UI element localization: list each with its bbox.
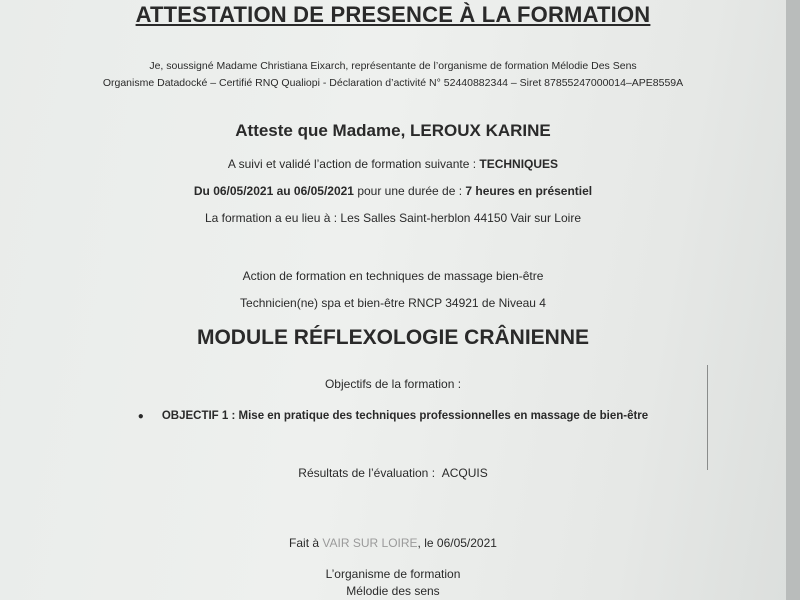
- bullet-icon: ●: [137, 411, 144, 422]
- objective-row: [0, 410, 786, 424]
- paper-fold-shadow: [707, 365, 708, 470]
- location-line: La formation a eu lieu à : Les Salles Saint-herblon 44150 Vair sur Loire: [204, 211, 581, 225]
- intro-line-2: Organisme Datadocké – Certifié RNQ Qualiopi - Déclaration d’activité N° 52440882344 – Siret 87855247000014–APE8559A: [102, 77, 684, 89]
- fait-prefix: Fait à: [289, 536, 323, 550]
- intro-line-1: Je, soussigné Madame Christiana Eixarch, représentante de l’organisme de formation Mélodie Des Sens: [149, 60, 637, 72]
- org-name: Mélodie des sens: [346, 584, 440, 598]
- org-label: L’organisme de formation: [325, 567, 461, 581]
- attestee: Atteste que Madame, LEROUX KARINE: [235, 121, 551, 140]
- signature-place-date: [0, 536, 786, 550]
- action-description: Action de formation en techniques de massage bien-être: [242, 269, 544, 283]
- action-value: TECHNIQUES: [479, 157, 559, 171]
- objective-1: OBJECTIF 1 : Mise en pratique des techniques professionnelles en massage de bien-être: [161, 410, 649, 422]
- module-title: MODULE RÉFLEXOLOGIE CRÂNIENNE: [196, 326, 590, 349]
- dates: Du 06/05/2021 au 06/05/2021: [193, 184, 354, 198]
- action-prefix: A suivi et validé l’action de formation suivante :: [227, 157, 480, 171]
- document-title: ATTESTATION DE PRESENCE À LA FORMATION: [135, 2, 651, 27]
- fait-place: VAIR SUR LOIRE: [322, 536, 418, 550]
- duration-prefix: pour une durée de :: [353, 184, 466, 198]
- objectives-heading: Objectifs de la formation :: [324, 377, 462, 391]
- action-line: [0, 157, 786, 171]
- duration-value: 7 heures en présentiel: [465, 184, 593, 198]
- dates-line: [0, 184, 786, 198]
- results-label: Résultats de l’évaluation :: [298, 466, 436, 480]
- results-line: [0, 466, 786, 480]
- fait-date: , le 06/05/2021: [417, 536, 497, 550]
- rncp-line: Technicien(ne) spa et bien-être RNCP 34921 de Niveau 4: [240, 296, 546, 310]
- results-value: ACQUIS: [441, 466, 488, 480]
